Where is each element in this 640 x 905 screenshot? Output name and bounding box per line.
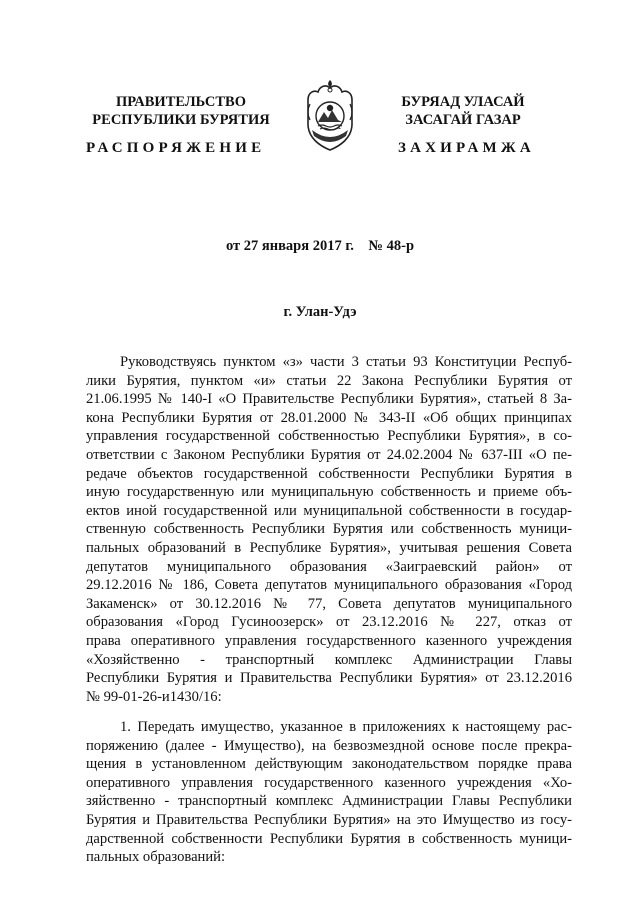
text-line: иную государственную или муниципальную собственность и приеме объ- (86, 484, 572, 501)
document-date: от 27 января 2017 г. (225, 238, 354, 254)
text-line: редаче объектов государственной собственности Республики Бурятия в (86, 465, 572, 482)
document-date-number (0, 238, 640, 255)
text-line: лики Бурятия, пунктом «и» статьи 22 Закона Республики Бурятия от (86, 372, 572, 389)
text-line: Республики Бурятия и Правительства Республики Бурятия» от 23.12.2016 (86, 670, 572, 687)
text-line: дарственной собственности Республики Бурятия в собственность муници- (86, 830, 572, 847)
text-line: права оперативного управления государственного казенного учреждения (86, 632, 572, 649)
document-type-buryat: ЗАХИРАМЖА (398, 140, 535, 156)
text-line: 29.12.2016 № 186, Совета депутатов муниципального образования «Город (86, 577, 572, 594)
text-line: № 99-01-26-и1430/16: (86, 688, 222, 705)
coat-of-arms-icon (300, 78, 360, 152)
text-line: ответствии с Законом Республики Бурятия от 24.02.2004 № 637-III «О пе- (86, 446, 572, 463)
clause-1-paragraph (86, 718, 572, 867)
text-line: пальных образований в Республике Бурятия», учитывая решения Совета (86, 539, 572, 556)
issuer-line-1-buryat: БУРЯАД УЛАСАЙ (401, 94, 525, 110)
text-line: Закаменск» от 30.12.2016 № 77, Совета депутатов муниципального (86, 595, 572, 612)
text-line: ектов иной государственной или муниципальной собственности в государ- (86, 502, 572, 519)
issue-city: г. Улан-Удэ (283, 304, 357, 320)
preamble-paragraph (86, 353, 572, 706)
issuer-block-buryat (368, 93, 558, 129)
document-type-russian: РАСПОРЯЖЕНИЕ (86, 140, 266, 156)
text-line: оперативного управления государственного казенного учреждения «Хо- (86, 774, 572, 791)
text-line: поряжению (далее - Имущество), на безвозмездной основе после прекра- (86, 737, 572, 754)
text-line: Руководствуясь пунктом «з» части 3 статьи 93 Конституции Респуб- (120, 354, 572, 370)
text-line: пальных образований: (86, 849, 226, 866)
document-number: № 48-р (368, 238, 415, 254)
text-line: депутатов муниципального образования «Заиграевский район» от (86, 558, 572, 575)
text-line: зяйственно - транспортный комплекс Администрации Главы Республики (86, 793, 572, 810)
text-line: щения в установленном действующим законодательством порядке права (86, 756, 572, 773)
issuer-block-russian (86, 93, 276, 129)
issuer-line-2: РЕСПУБЛИКИ БУРЯТИЯ (92, 112, 270, 128)
text-line: 21.06.1995 № 140-I «О Правительстве Республики Бурятия», статьей 8 За- (86, 391, 572, 408)
issuer-line-2-buryat: ЗАСАГАЙ ГАЗАР (405, 112, 521, 128)
text-line: «Хозяйственно - транспортный комплекс Администрации Главы (86, 651, 572, 668)
text-line: управления государственной собственностью Республики Бурятия», в со- (86, 428, 572, 445)
text-line: кона Республики Бурятия от 28.01.2000 № 343-II «Об общих принципах (86, 409, 572, 426)
text-line: ственную собственность Республики Бурятия или собственность муници- (86, 521, 572, 538)
text-line: образования «Город Гусиноозерск» от 23.12.2016 № 227, отказ от (86, 614, 572, 631)
text-line: Бурятия и Правительства Республики Бурятия» на это Имущество из госу- (86, 811, 572, 828)
text-line: 1. Передать имущество, указанное в приложениях к настоящему рас- (120, 719, 572, 735)
issuer-line-1: ПРАВИТЕЛЬСТВО (116, 94, 246, 110)
